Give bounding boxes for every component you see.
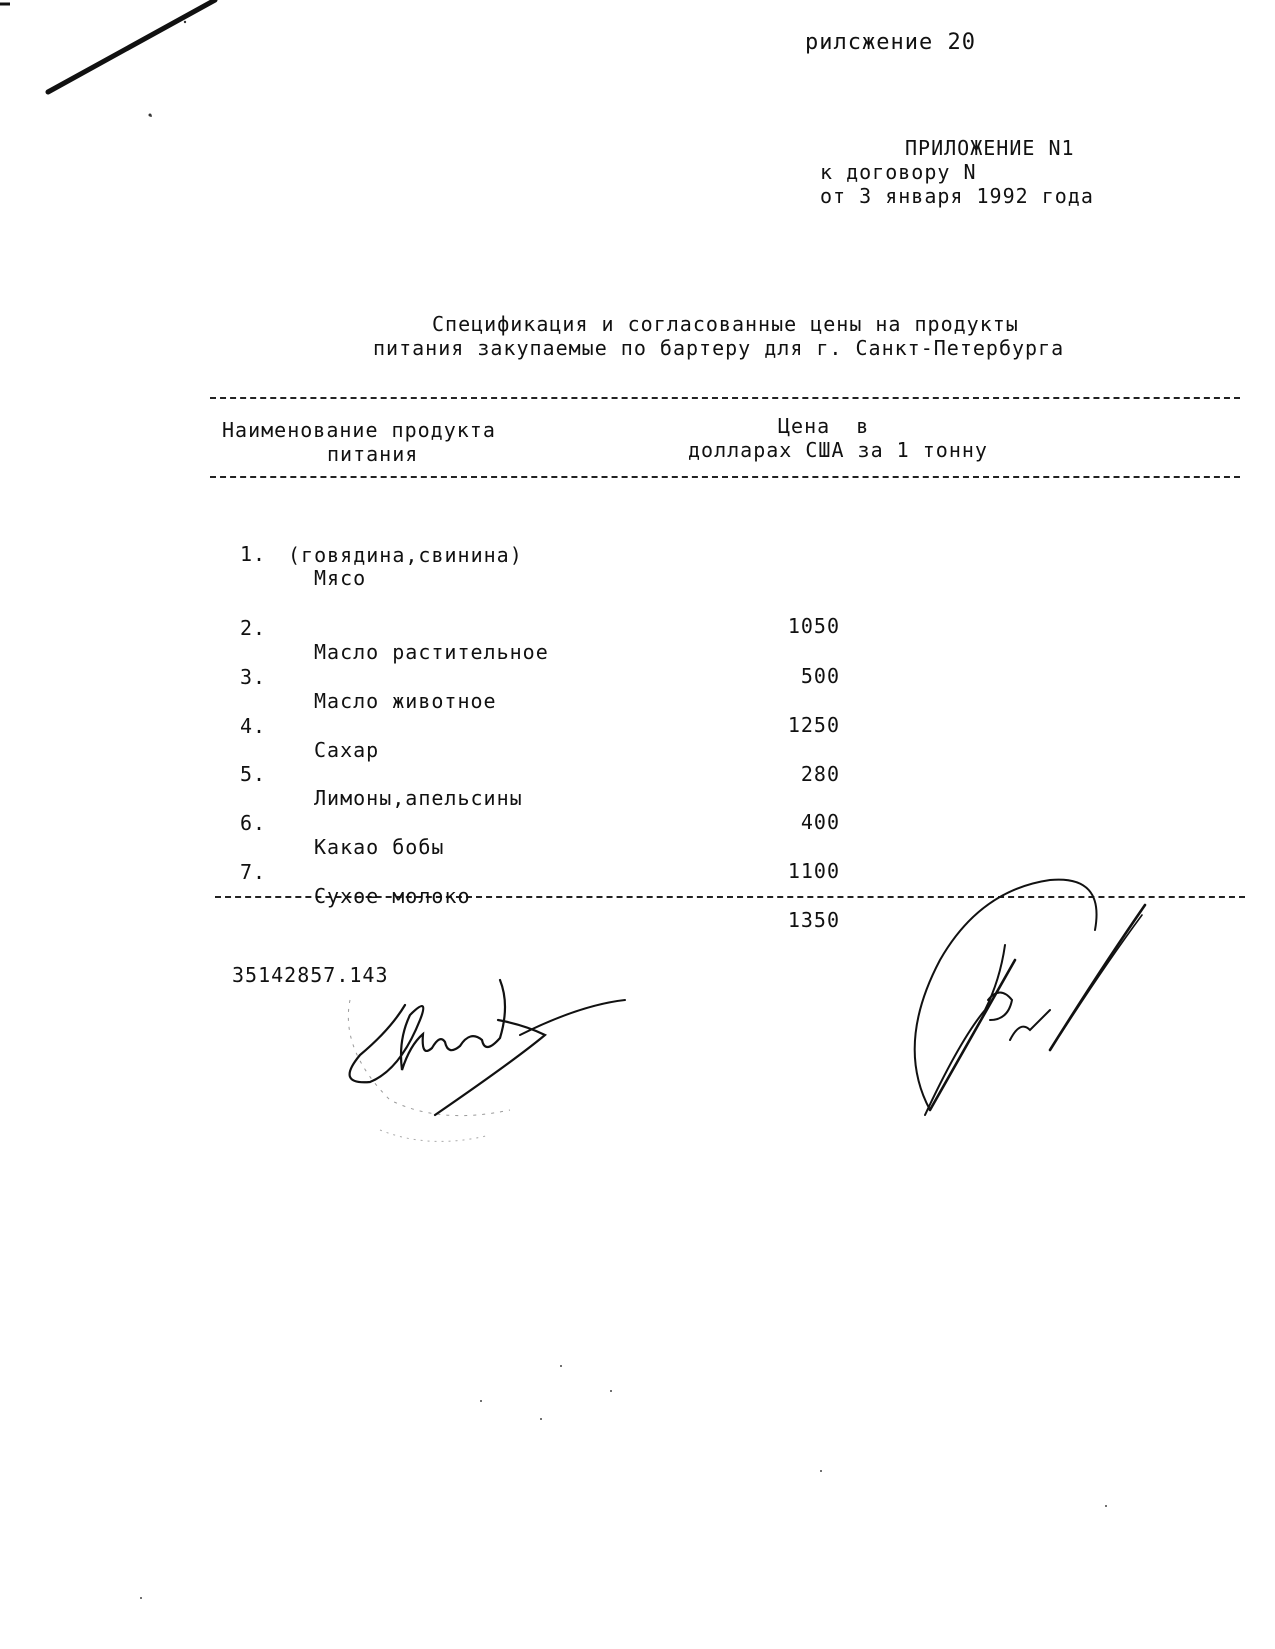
speck (480, 1400, 482, 1402)
product-price: 1350 (787, 908, 840, 932)
speck (140, 1597, 142, 1599)
table-row (0, 518, 1275, 638)
right-signature (900, 870, 1160, 1150)
product-price: 280 (800, 762, 840, 786)
appendix-contract: к договору N (820, 160, 977, 184)
speck (560, 1365, 562, 1367)
row-number: 7. (240, 860, 267, 884)
column-header-name: Наименование продукта (222, 418, 496, 442)
product-price: 500 (800, 664, 840, 688)
column-header-price: Цена в (778, 414, 870, 438)
row-number: 4. (240, 714, 267, 738)
speck (540, 1418, 542, 1420)
product-name: Масло животное (314, 689, 497, 713)
speck (820, 1470, 822, 1472)
product-name: Сахар (314, 738, 380, 762)
appendix-date: от 3 января 1992 года (820, 184, 1094, 208)
spec-title-line1: Спецификация и согласованные цены на продукты (432, 312, 1019, 336)
column-header-price-cont: долларах США за 1 тонну (688, 438, 988, 462)
footer-code: 35142857.143 (232, 963, 389, 987)
appendix-title: ПРИЛОЖЕНИЕ N1 (905, 136, 1075, 160)
speck (150, 115, 152, 117)
product-name: Мясо (314, 566, 367, 590)
corner-pen-stroke (0, 0, 240, 130)
row-number: 6. (240, 811, 267, 835)
column-header-name-cont: питания (327, 442, 419, 466)
page-stamp: рилсжение 20 (805, 30, 976, 55)
row-number: 5. (240, 762, 267, 786)
product-price: 1050 (787, 614, 840, 638)
product-name: Сухое молоко (314, 884, 471, 908)
spec-title-line2: питания закупаемые по бартеру для г. Санкт-Петербурга (373, 336, 1065, 360)
product-price: 400 (800, 810, 840, 834)
row-number: 2. (240, 616, 267, 640)
product-price: 1250 (787, 713, 840, 737)
left-signature (320, 960, 670, 1170)
row-number: 3. (240, 665, 267, 689)
product-name: Какао бобы (314, 835, 445, 859)
product-name: Масло растительное (314, 640, 549, 664)
product-subname: (говядина,свинина) (288, 543, 523, 567)
row-number: 1. (240, 542, 267, 566)
product-name: Лимоны,апельсины (314, 786, 523, 810)
product-price: 1100 (787, 859, 840, 883)
speck (610, 1390, 612, 1392)
table-top-divider (210, 397, 1240, 399)
table-header-divider (210, 476, 1240, 478)
speck (1105, 1505, 1107, 1507)
